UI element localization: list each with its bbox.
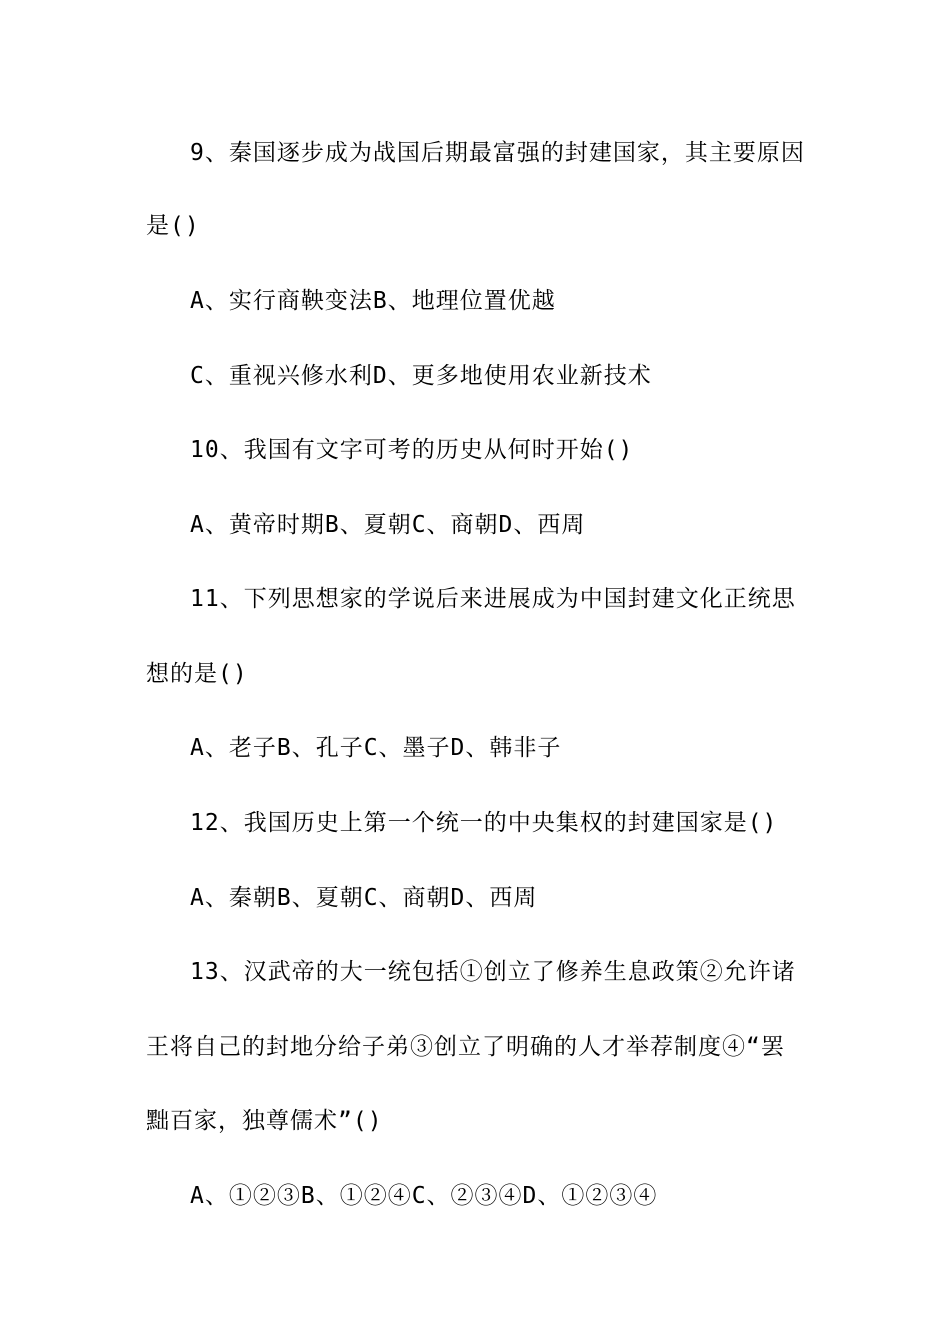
question-11-stem-line2: 想的是(): [146, 661, 248, 687]
question-12-stem-line1: 12、我国历史上第一个统一的中央集权的封建国家是(): [190, 810, 778, 836]
question-9-stem-line2: 是(): [146, 213, 200, 239]
question-12-option-line1: A、秦朝B、夏朝C、商朝D、西周: [190, 885, 538, 911]
question-10-stem-line1: 10、我国有文字可考的历史从何时开始(): [190, 437, 634, 463]
question-13-option-line1: A、①②③B、①②④C、②③④D、①②③④: [190, 1183, 658, 1209]
question-13-stem-line2: 王将自己的封地分给子弟③创立了明确的人才举荐制度④“罢: [146, 1034, 785, 1060]
question-13-stem-line1: 13、汉武帝的大一统包括①创立了修养生息政策②允许诸: [190, 959, 796, 985]
question-11-stem-line1: 11、下列思想家的学说后来进展成为中国封建文化正统思: [190, 586, 796, 612]
question-10-option-line1: A、黄帝时期B、夏朝C、商朝D、西周: [190, 512, 586, 538]
question-11-option-line1: A、老子B、孔子C、墨子D、韩非子: [190, 735, 562, 761]
question-9-stem-line1: 9、秦国逐步成为战国后期最富强的封建国家，其主要原因: [190, 140, 805, 166]
question-9-option-line2: C、重视兴修水利D、更多地使用农业新技术: [190, 363, 652, 389]
question-13-stem-line3: 黜百家，独尊儒术”(): [146, 1108, 383, 1134]
question-9-option-line1: A、实行商鞅变法B、地理位置优越: [190, 288, 556, 314]
